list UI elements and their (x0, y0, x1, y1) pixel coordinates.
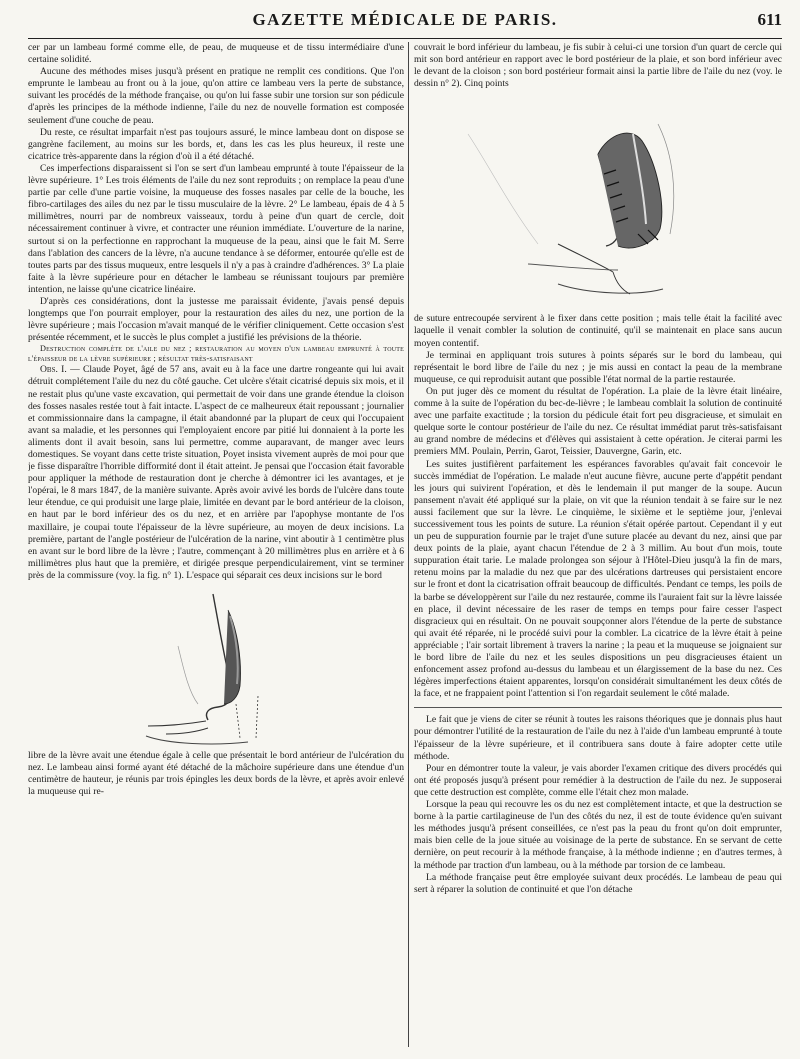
paragraph: Ces imperfections disparaissent si l'on se sert d'un lambeau emprunté à toute l'épaisseur de la lèvre supérieure. 1° Les trois éléments de l'aile du nez sont reproduits ; on remplace la peau d'une partie par celle d'une partie voisine, la muqueuse des fosses nasales par celle de la bouche, les fibro-cartilages des ailes du nez par le tissu musculaire de la lèvre. 2° Le lambeau, épais de 4 à 5 millimètres, nourri par de nombreux vaisseaux, tordu à peine d'un quart de cercle, doit nécessairement continuer à vivre, et contracter une réunion immédiate. L'ouverture de la narine, surtout si on la perfectionne en rapprochant la muqueuse de la peau, ainsi que le fait M. Serre dans l'ablation des cancers de la lèvre, n'a aucune tendance à se déformer, entourée qu'elle est de toutes parts par des tissus muqueux, entre lesquels il n'y a pas à craindre d'adhérences. 3° La plaie faite à la lèvre supérieure pour en détacher le lambeau se réunissant toujours par première intention, ne laisse qu'une cicatrice linéaire. (28, 162, 404, 295)
paragraph: Lorsque la peau qui recouvre les os du nez est complètement intacte, et que la destruction se borne à la partie cartilagineuse de l'un des côtés du nez, il est de toute évidence qu'en suivant les méthodes jusqu'à présent conseillées, ce n'est pas la peau du front qu'on doit emprunter, mais bien celle de la joue située au voisinage de la perte de substance. En se servant de cette dernière, on peut recourir à la méthode française, à la méthode indienne ; en d'autres termes, à la méthode par traction d'un lambeau, ou à la méthode par torsion de ce lambeau. (414, 799, 782, 871)
observation-text: — Claude Poyet, âgé de 57 ans, avait eu à la face une dartre rongeante qui lui avait détruit complétement l'aile du nez du côté gauche. Cet ulcère s'était cicatrisé depuis six mois, et il ne restait plus qu'une vaste excavation, qui permettait de voir dans une grande étendue la cloison des fosses nasales restée tout à fait intacte. L'aspect de ce malheureux était repoussant ; journalier et commissionnaire dans la campagne, il était abandonné par la plupart de ceux qui l'occupaient avant sa maladie, et les personnes qui l'employaient encore par pitié lui donnaient à la porte les aliments dont il avait besoin, sans lui permettre, comme auparavant, de manger avec leurs domestiques. Se voyant dans cette triste situation, Poyet insista vivement auprès de moi pour que je fisse disparaître l'horrible difformité dont il était atteint. Je pensai que l'occasion était favorable pour appliquer la méthode de restauration dont je cherche à démontrer ici les avantages, et je l'opérai, le 8 mars 1847, de la manière suivante. Après avoir avivé les bords de l'ulcère dans toute leur étendue, ce qui produisit une large plaie, limitée en devant par le bord antérieur de la cloison, en haut par le bord inférieur des os du nez, et en arrière par l'apophyse montante de l'os maxillaire, je coupai toute l'épaisseur de la lèvre supérieure, au moyen de deux incisions. La première, partant de l'angle postérieur de l'ulcération de la narine, vint aboutir à 1 centimètre plus en avant sur le bord libre de la lèvre ; l'autre, commençant à 20 millimètres plus en arrière et à 6 millimètres plus haut que la première, et dirigée presque perpendiculairement, vint se terminer près de la commissure (voy. la fig. n° 1). L'espace qui séparait ces deux incisions sur le bord (28, 364, 404, 581)
column-divider (408, 42, 409, 1047)
page-header (28, 10, 782, 36)
paragraph: D'après ces considérations, dont la justesse me paraissait évidente, j'avais pensé depuis longtemps que l'on pourrait employer, pour la restauration des ailes du nez, une portion de la lèvre supérieure ; mais l'occasion m'avait manqué de le vérifier cliniquement. Cette occasion s'est présentée récemment, et le succès le plus complet a justifié les prévisions de la théorie. (28, 295, 404, 344)
left-column (28, 42, 404, 1052)
section-heading: Destruction complète de l'aile du nez ; restauration au moyen d'un lambeau emprunté à toute l'épaisseur de la lèvre supérieure ; résultat très-satisfaisant (28, 344, 404, 364)
paragraph: libre de la lèvre avait une étendue égale à celle que présentait le bord antérieur de l'ulcération du nez. Le lambeau ainsi formé ayant été détaché de la mâchoire supérieure dans une étendue d'un centimètre de hauteur, je réunis par trois épingles les deux bords de la lèvre, et après avoir enlevé la muqueuse qui re- (28, 750, 404, 798)
section-rule (414, 707, 782, 708)
torsion-flap-engraving (414, 94, 778, 309)
figure-2-profile-drawing (414, 94, 782, 309)
paragraph: Le fait que je viens de citer se réunit à toutes les raisons théoriques que je donnais plus haut pour démontrer l'utilité de la restauration de l'aile du nez à l'aide d'un lambeau emprunté à toute l'épaisseur de la lèvre supérieure, et il contribuera sans doute à faire adopter cette utile méthode. (414, 714, 782, 762)
figure-1-profile-drawing (28, 586, 404, 746)
paragraph: de suture entrecoupée servirent à le fixer dans cette position ; mais telle était la facilité avec laquelle il venait combler la solution de continuité, qu'il se maintenait en place sans aucun moyen contentif. (414, 313, 782, 349)
paragraph: Du reste, ce résultat imparfait n'est pas toujours assuré, le mince lambeau dont on dispose se gangrène facilement, au moins sur les bords, et, dans les cas les plus heureux, il reste une cicatrice très-apparente dans la région d'où il a été détaché. (28, 126, 404, 162)
right-column (414, 42, 782, 1052)
page-number: 611 (757, 10, 782, 29)
journal-title: GAZETTE MÉDICALE DE PARIS. (252, 10, 558, 29)
paragraph: Pour en démontrer toute la valeur, je vais aborder l'examen critique des divers procédés qui ont été proposés jusqu'à présent pour remédier à la destruction de l'aile du nez. Je supposerai que cette destruction est complète, comme elle l'était chez mon malade. (414, 762, 782, 798)
paragraph: Je terminai en appliquant trois sutures à points séparés sur le bord du lambeau, qui représentait le bord libre de l'aile du nez ; je mis aussi en contact la peau de la membrane muqueuse, ce qui reproduisit autant que possible l'état normal de la partie restaurée. (414, 349, 782, 385)
paragraph: Les suites justifièrent parfaitement les espérances favorables qu'avait fait concevoir le succès immédiat de l'opération. Le malade n'eut aucune fièvre, aucune perte d'appétit pendant les jours qui suivirent l'opération, et dès le lendemain il put manger de la soupe. Aucun pansement n'avait été appliqué sur la plaie, on vit que la réunion tendait à se faire sur le nez aussi facilement que sur la lèvre. Le cinquième, le sixième et le septième jour, j'enlevai successivement tous les points de suture. La réunion s'était opérée partout. Cependant il y eut un peu de suppuration fournie par le trajet d'une suture placée au devant du nez, ainsi que par deux points de la plaie, ayant chacun l'étendue de 2 à 3 millim. Au bout d'un mois, toute suppuration était tarie. Le malade prolongea son séjour à l'Hôtel-Dieu jusqu'à la fin de mars, retenu moins par la maladie du nez que par des ulcérations dartreuses qui persistaient encore sur le front et dont la cicatrisation offrait beaucoup de difficultés. Pendant ce temps, les poils de la barbe se développèrent sur l'aile du nez restaurée, comme ils l'auraient fait sur la lèvre laissée en place, il devint nécessaire de les raser de temps en temps pour faire cesser l'aspect disgracieux qui en résultait. On ne pouvait soupçonner alors l'étendue de la perte de substance qui avait été réparée, ni le procédé suivi pour la combler. La cicatrice de la lèvre était à peine appréciable ; l'air sortait librement à travers la narine ; la peau et la muqueuse se joignaient sur le bord libre de l'aile du nez et les seules dispositions un peu disgracieuses étaient un enfoncement assez profond au-dessus du lambeau et un élargissement de la base du nez. Ces légères imperfections étaient apparentes, lorsqu'on considérait simultanément les deux côtés de la face, et ne frappaient point l'attention si l'on regardait seulement le côté malade. (414, 458, 782, 700)
paragraph: cer par un lambeau formé comme elle, de peau, de muqueuse et de tissu intermédiaire d'une certaine solidité. (28, 42, 404, 66)
nose-lip-engraving (28, 586, 404, 746)
observation-label: Obs. I. (40, 364, 67, 376)
paragraph: Aucune des méthodes mises jusqu'à présent en pratique ne remplit ces conditions. Que l'on emprunte le lambeau au front ou à la joue, qu'on attire ce lambeau vers la perte de substance, suivant les procédés de la méthode française, ou qu'on lui fasse subir une torsion sur son pédicule d'après les principes de la méthode indienne, l'aile du nez de nouvelle formation est composée seulement d'une couche de peau. (28, 66, 404, 126)
header-rule (28, 38, 782, 39)
paragraph: On put juger dès ce moment du résultat de l'opération. La plaie de la lèvre était linéaire, comme à la suite de l'opération du bec-de-lièvre ; le lambeau comblait la solution de continuité avec une parfaite exactitude ; la torsion du pédicule était fort peu disgracieuse, et simulait en quelque sorte le contour postérieur de l'aile du nez. Ce résultat immédiat parut très-satisfaisant au grand nombre de médecins et d'élèves qui assistaient à cette opération. Je citerai parmi les premiers MM. Poulain, Perrin, Garot, Teissier, Dauvergne, Garin, etc. (414, 385, 782, 458)
paragraph: La méthode française peut être employée suivant deux procédés. Le lambeau de peau qui sert à réparer la solution de continuité et que l'on détache (414, 871, 782, 895)
paragraph: couvrait le bord inférieur du lambeau, je fis subir à celui-ci une torsion d'un quart de cercle qui mit son bord antérieur en rapport avec le bord postérieur de la plaie, et son bord inférieur avec le devant de la cloison ; son bord postérieur formait ainsi la partie libre de l'aile du nez (voy. le dessin n° 2). Cinq points (414, 42, 782, 90)
